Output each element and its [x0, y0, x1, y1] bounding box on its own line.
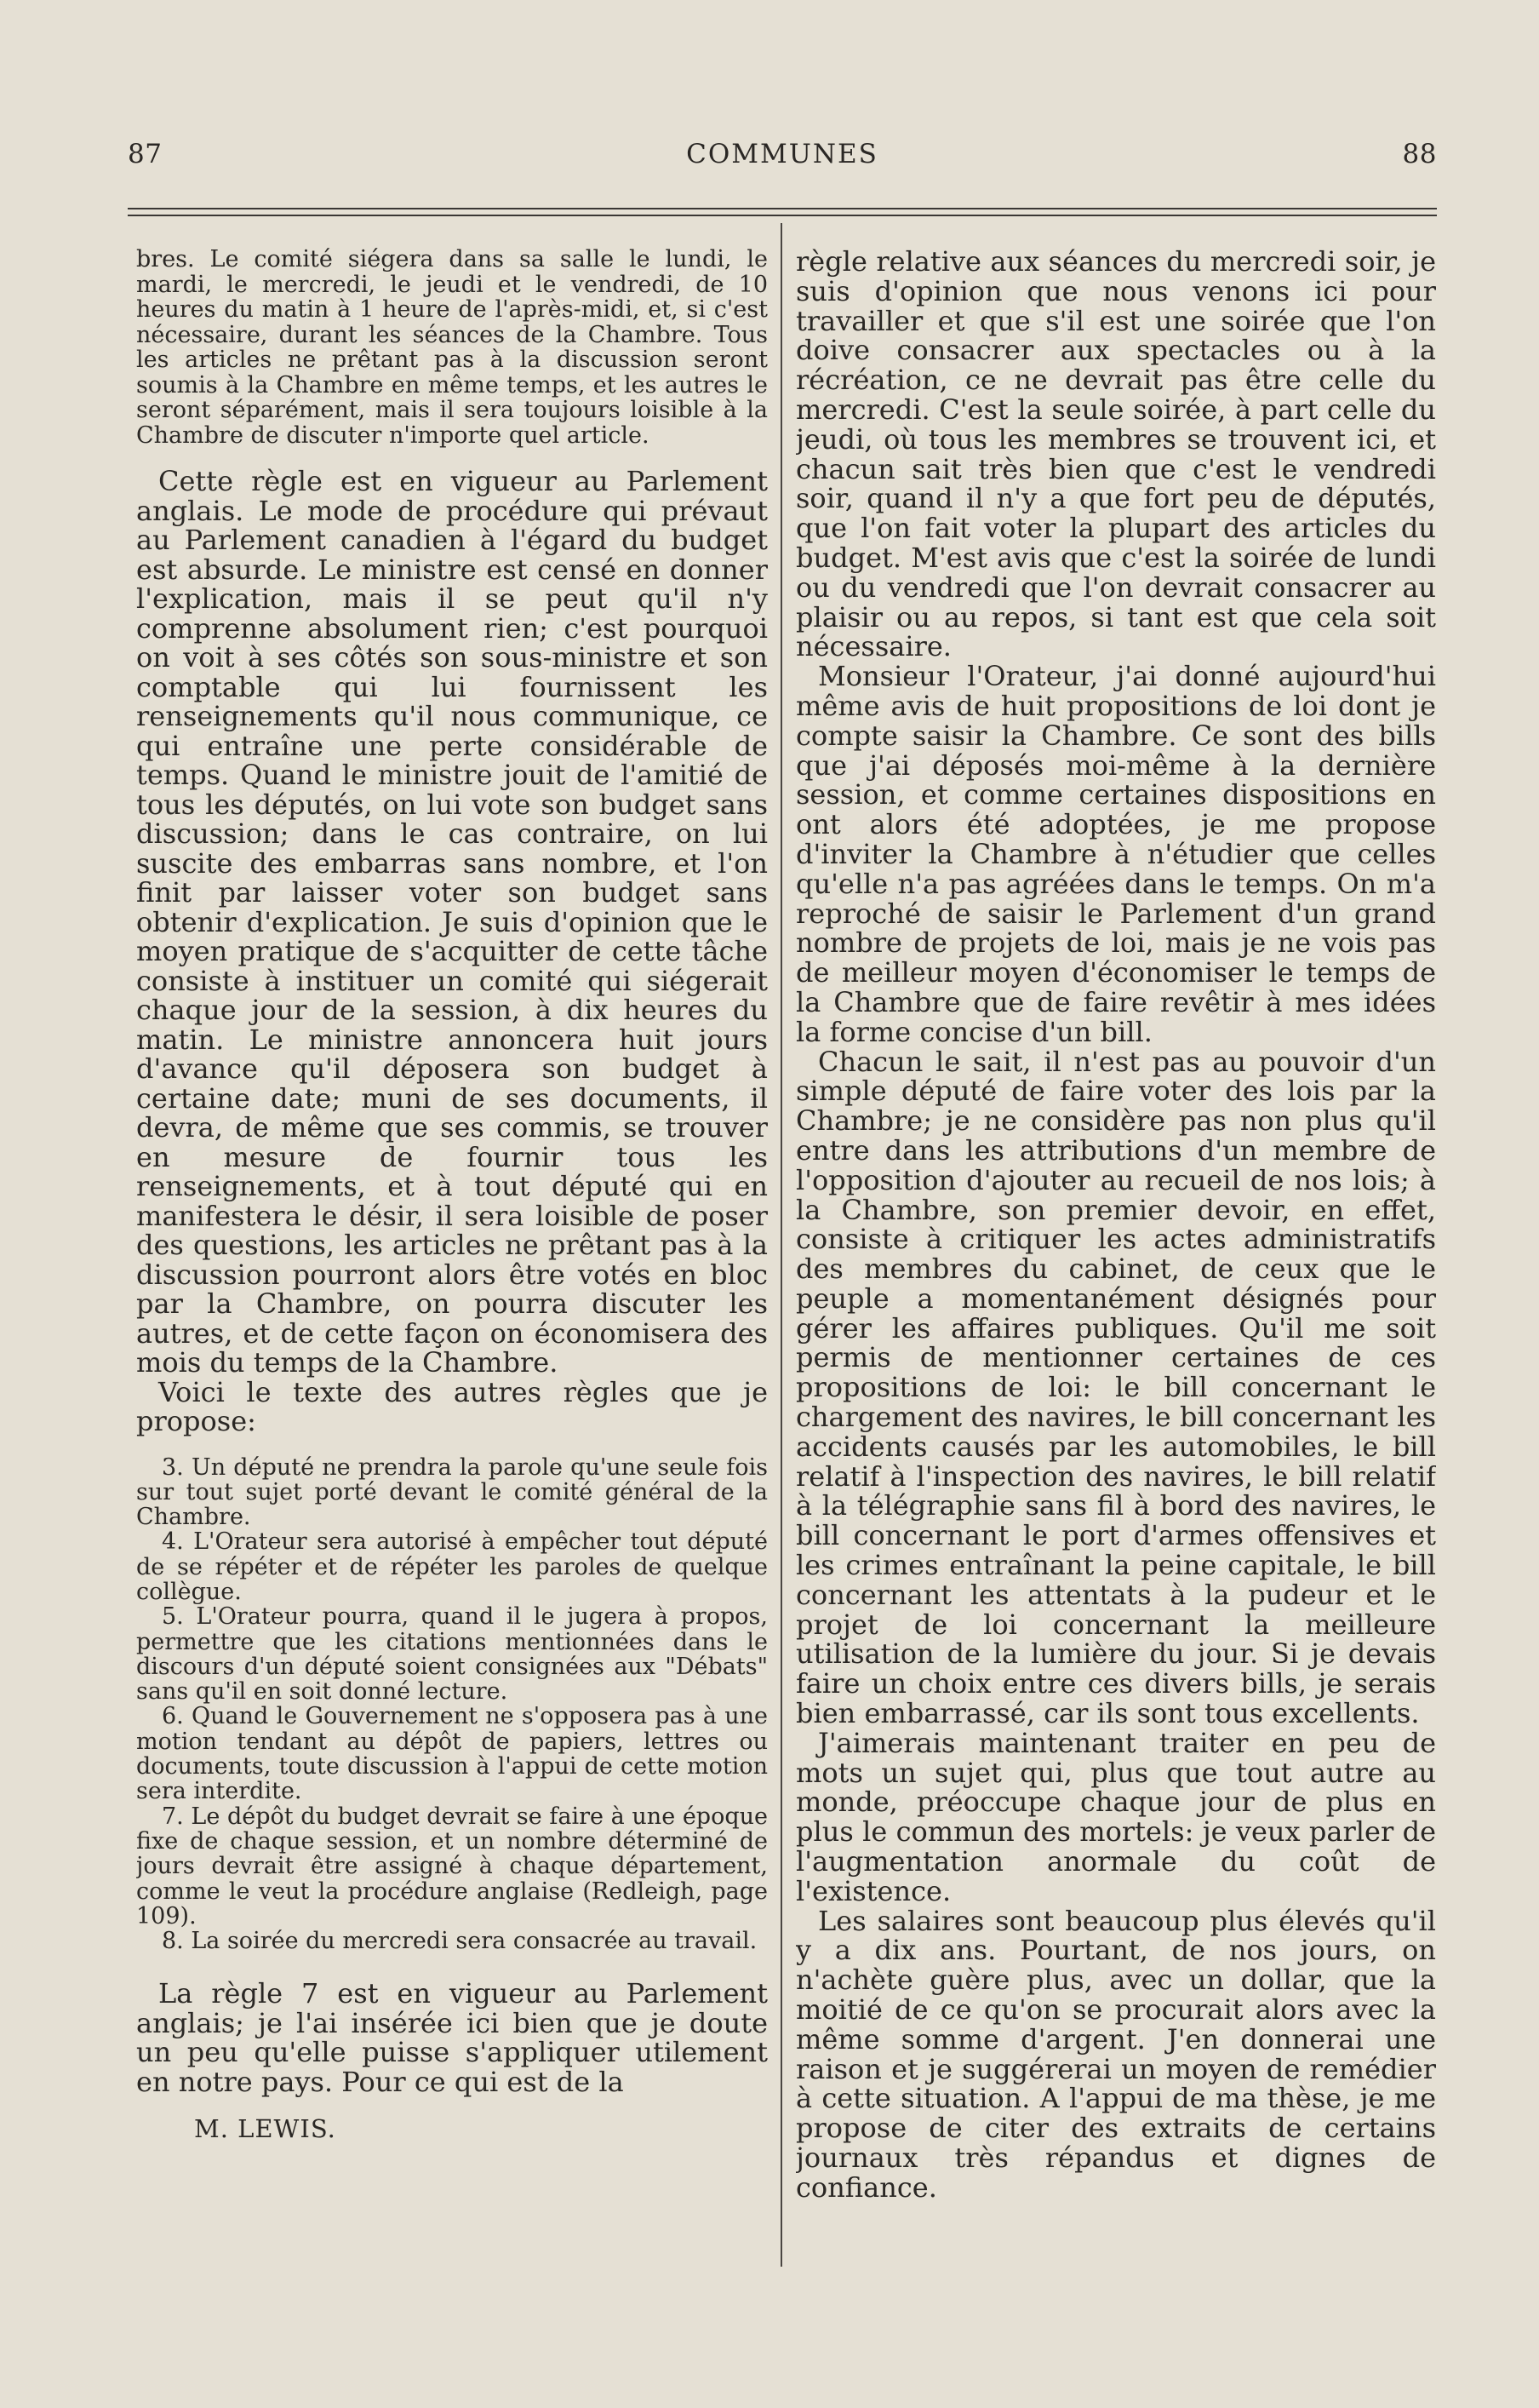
page-number-left: 87 — [128, 139, 163, 169]
right-column — [796, 247, 1436, 2273]
column-divider — [781, 223, 782, 2267]
rule-item: 5. L'Orateur pourra, quand il le jugera à propos, permettre que les citations mentionnées dans le discours d'un député soient consignées aux "Débats" sans qu'il en soit donné lecture. — [136, 1603, 768, 1706]
paragraph: Chacun le sait, il n'est pas au pouvoir d'un simple député de faire voter des lois par la Chambre; je ne considère pas non plus qu'il entre dans les attributions d'un membre de l'opposition d'ajouter au recueil de nos lois; à la Chambre, son premier devoir, en effet, consiste à critiquer les actes administratifs des membres du cabinet, de ceux que le peuple a momentanément désignés pour gérer les affaires publiques. Qu'il me soit permis de mentionner certaines de ces propositions de loi: le bill concernant le chargement des navires, le bill concernant les accidents causés par les automobiles, le bill relatif à l'inspection des navires, le bill relatif à la télégraphie sans fil à bord des navires, le bill concernant le port d'armes offensives et les crimes entraînant la peine capitale, le bill concernant les attentats à la pudeur et le projet de loi concernant la meilleure utilisation de la lumière du jour. Si je devais faire un choix entre ces divers bills, je serais bien embarrassé, car ils sont tous excellents. — [796, 1045, 1436, 1730]
running-title: COMMUNES — [686, 139, 878, 169]
paragraph: J'aimerais maintenant traiter en peu de mots un sujet qui, plus que tout autre au monde, préoccupe chaque jour de plus en plus le commun des mortels: je veux parler de l'augmentation anormale du coût de l'existence. — [796, 1726, 1436, 1907]
paragraph: bres. Le comité siégera dans sa salle le lundi, le mardi, le mercredi, le jeudi et le vendredi, de 10 heures du matin à 1 heure de l'après-midi, et, si c'est nécessaire, durant les séances de la Chambre. Tous les articles ne prêtant pas à la discussion seront soumis à la Chambre en même temps, et les autres le seront séparément, mais il sera toujours loisible à la Chambre de discuter n'importe quel article. — [136, 247, 768, 449]
rule-item: 6. Quand le Gouvernement ne s'opposera pas à une motion tendant au dépôt de papiers, lettres ou documents, toute discussion à l'appui de cette motion sera interdite. — [136, 1703, 768, 1805]
rule-item: 3. Un député ne prendra la parole qu'une seule fois sur tout sujet porté devant le comité général de la Chambre. — [136, 1453, 768, 1531]
rule-item: 7. Le dépôt du budget devrait se faire à une époque fixe de chaque session, et un nombre déterminé de jours devrait être assigné à chaque département, comme le veut la procédure anglaise (Redleigh, page 109). — [136, 1803, 768, 1929]
rule-item: 4. L'Orateur sera autorisé à empêcher tout député de se répéter et de répéter les paroles de quelque collègue. — [136, 1528, 768, 1605]
rule-item: 8. La soirée du mercredi sera consacrée au travail. — [162, 1928, 758, 1955]
paragraph: Les salaires sont beaucoup plus élevés qu'il y a dix ans. Pourtant, de nos jours, on n'achète guère plus, avec un dollar, que la moitié de ce qu'on se procurait alors avec la même somme d'argent. J'en donnerai une raison et je suggérerai un moyen de remédier à cette situation. A l'appui de ma thèse, je me propose de citer des extraits de certains journaux très répandus et dignes de confiance. — [796, 1904, 1436, 2204]
page-header — [128, 139, 1437, 176]
paragraph: règle relative aux séances du mercredi soir, je suis d'opinion que nous venons ici pour travailler et que s'il est une soirée que l'on doive consacrer aux spectacles ou à la récréation, ce ne devrait pas être celle du mercredi. C'est la seule soirée, à part celle du jeudi, où tous les membres se trouvent ici, et chacun sait très bien que c'est le vendredi soir, quand il n'y a que fort peu de députés, que l'on fait voter la plupart des articles du budget. M'est avis que c'est la soirée de lundi ou du vendredi que l'on devrait consacrer au plaisir ou au repos, si tant est que cela soit nécessaire. — [796, 247, 1436, 663]
paragraph: Cette règle est en vigueur au Parlement anglais. Le mode de procédure qui prévaut au Parlement canadien à l'égard du budget est absurde. Le ministre est censé en donner l'explication, mais il se peut qu'il n'y comprenne absolument rien; c'est pourquoi on voit à ses côtés son sous-ministre et son comptable qui lui fournissent les renseignements qu'il nous communique, ce qui entraîne une perte considérable de temps. Quand le ministre jouit de l'amitié de tous les députés, on lui vote son budget sans discussion; dans le cas contraire, on lui suscite des embarras sans nombre, et l'on finit par laisser voter son budget sans obtenir d'explication. Je suis d'opinion que le moyen pratique de s'acquitter de cette tâche consiste à instituer un comité qui siégerait chaque jour de la session, à dix heures du matin. Le ministre annoncera huit jours d'avance qu'il déposera son budget à certaine date; muni de ses documents, il devra, de même que ses commis, se trouver en mesure de fournir tous les renseignements, et à tout député qui en manifestera le désir, il sera loisible de poser des questions, les articles ne prêtant pas à la discussion pourront alors être votés en bloc par la Chambre, on pourra discuter les autres, et de cette façon on économisera des mois du temps de la Chambre. — [136, 465, 768, 1379]
rules-list — [136, 1455, 768, 1954]
header-rule — [128, 208, 1437, 209]
paragraph: Voici le texte des autres règles que je propose: — [136, 1375, 768, 1437]
left-column — [136, 247, 768, 2308]
paragraph: Monsieur l'Orateur, j'ai donné aujourd'hui même avis de huit propositions de loi dont je compte saisir la Chambre. Ce sont des bills que j'ai déposés moi-même à la dernière session, et comme certaines dispositions en ont alors été adoptées, je me propose d'inviter la Chambre à n'étudier que celles qu'elle n'a pas agréées dans le temps. On m'a reproché de saisir le Parlement d'un grand nombre de projets de loi, mais je ne vois pas de meilleur moyen d'économiser le temps de la Chambre que de faire revêtir à mes idées la forme concise d'un bill. — [796, 660, 1436, 1048]
header-rule — [128, 215, 1437, 216]
paragraph: La règle 7 est en vigueur au Parlement anglais; je l'ai insérée ici bien que je doute un peu qu'elle puisse s'appliquer utilement en notre pays. Pour ce qui est de la — [136, 1977, 768, 2098]
page-number-right: 88 — [1402, 139, 1437, 169]
speaker-signature: M. LEWIS. — [194, 2114, 336, 2144]
